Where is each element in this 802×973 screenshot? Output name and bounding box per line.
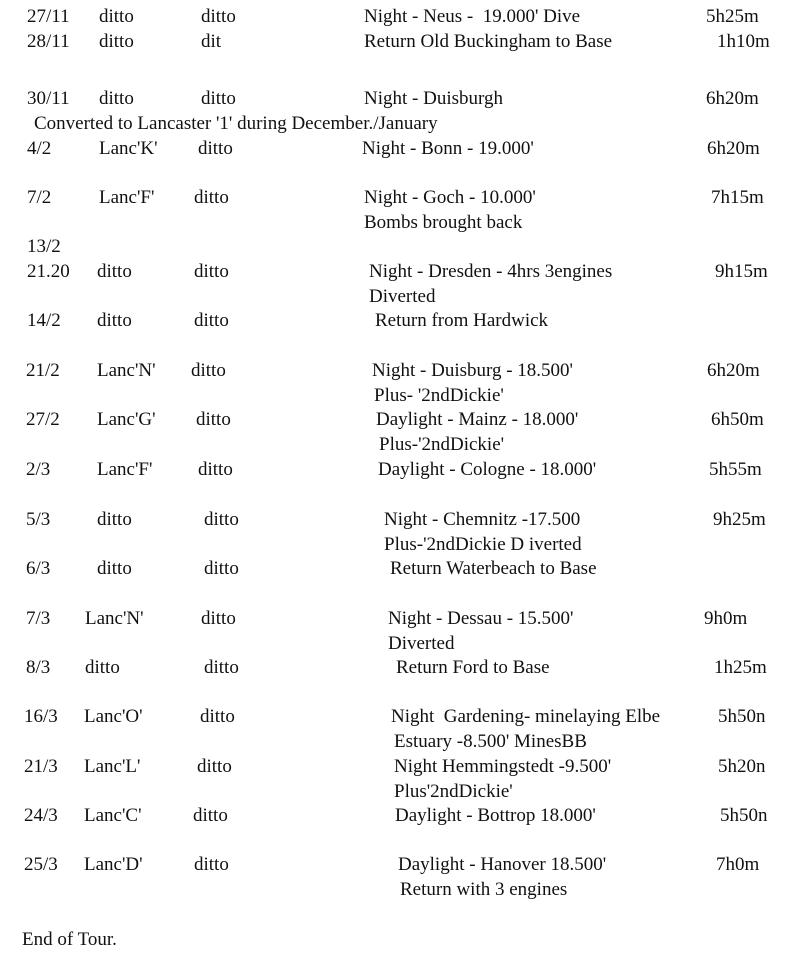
entry-details-continued: Diverted xyxy=(369,286,436,307)
entry-duration: 1h10m xyxy=(717,31,770,52)
entry-crew: ditto xyxy=(194,854,229,875)
entry-details: Night - Goch - 10.000' xyxy=(364,187,536,208)
entry-crew: ditto xyxy=(198,459,233,480)
entry-aircraft: ditto xyxy=(97,310,132,331)
entry-aircraft: Lanc'F' xyxy=(97,459,153,480)
entry-details: Night Gardening- minelaying Elbe xyxy=(391,706,661,727)
entry-aircraft: ditto xyxy=(99,88,134,109)
entry-crew: ditto xyxy=(201,608,236,629)
entry-crew: ditto xyxy=(201,6,236,27)
entry-details: Daylight - Hanover 18.500' xyxy=(398,854,607,875)
entry-crew: ditto xyxy=(204,558,239,579)
entry-details: Return from Hardwick xyxy=(375,310,549,331)
entry-duration: 5h20n xyxy=(718,756,766,777)
entry-crew: ditto xyxy=(200,706,235,727)
entry-date: 27/11 xyxy=(27,6,70,27)
entry-aircraft: ditto xyxy=(99,31,134,52)
entry-details: Daylight - Cologne - 18.000' xyxy=(378,459,597,480)
entry-duration: 9h25m xyxy=(713,509,766,530)
entry-crew: ditto xyxy=(196,409,231,430)
entry-date: 13/2 xyxy=(27,236,61,257)
entry-aircraft: Lanc'L' xyxy=(84,756,141,777)
entry-aircraft: ditto xyxy=(97,261,132,282)
entry-aircraft: Lanc'G' xyxy=(97,409,156,430)
entry-crew: ditto xyxy=(194,187,229,208)
entry-date: 24/3 xyxy=(24,805,58,826)
entry-aircraft: Lanc'K' xyxy=(99,138,158,159)
entry-details: Return Ford to Base xyxy=(396,657,550,678)
entry-details: Night - Duisburg - 18.500' xyxy=(372,360,573,381)
entry-crew: ditto xyxy=(204,657,239,678)
entry-details: Night - Neus - 19.000' Dive xyxy=(364,6,581,27)
entry-aircraft: Lanc'O' xyxy=(84,706,143,727)
entry-aircraft: Lanc'F' xyxy=(99,187,155,208)
entry-details: Night Hemmingstedt -9.500' xyxy=(394,756,612,777)
entry-time: 21.20 xyxy=(27,261,70,282)
entry-duration: 5h50n xyxy=(718,706,766,727)
entry-date: 2/3 xyxy=(26,459,51,480)
entry-duration: 5h50n xyxy=(720,805,768,826)
entry-details-continued: Plus'2ndDickie' xyxy=(394,781,513,802)
entry-details-continued: Diverted xyxy=(388,633,455,654)
entry-date: 28/11 xyxy=(27,31,70,52)
entry-details-continued: Plus-'2ndDickie' xyxy=(379,434,505,455)
entry-date: 16/3 xyxy=(24,706,58,727)
entry-details-continued: Plus-'2ndDickie D iverted xyxy=(384,534,582,555)
entry-date: 5/3 xyxy=(26,509,51,530)
entry-date: 21/3 xyxy=(24,756,58,777)
entry-details-continued: Bombs brought back xyxy=(364,212,523,233)
entry-duration: 6h50m xyxy=(711,409,764,430)
entry-aircraft: Lanc'C' xyxy=(84,805,142,826)
entry-date: 8/3 xyxy=(26,657,51,678)
entry-duration: 7h15m xyxy=(711,187,764,208)
entry-details-continued: Estuary -8.500' MinesBB xyxy=(394,731,587,752)
entry-aircraft: ditto xyxy=(99,6,134,27)
entry-date: 7/3 xyxy=(26,608,51,629)
entry-date: 4/2 xyxy=(27,138,52,159)
entry-duration: 1h25m xyxy=(714,657,767,678)
entry-duration: 6h20m xyxy=(707,138,760,159)
entry-aircraft: Lanc'D' xyxy=(84,854,143,875)
entry-duration: 5h25m xyxy=(706,6,759,27)
entry-details: Night - Chemnitz -17.500 xyxy=(384,509,581,530)
entry-details-continued: Plus- '2ndDickie' xyxy=(374,385,504,406)
entry-crew: ditto xyxy=(193,805,228,826)
entry-aircraft: Lanc'N' xyxy=(85,608,144,629)
end-of-tour-note: End of Tour. xyxy=(22,929,117,950)
entry-duration: 7h0m xyxy=(716,854,760,875)
entry-crew: ditto xyxy=(191,360,226,381)
entry-date: 27/2 xyxy=(26,409,60,430)
entry-details-continued: Return with 3 engines xyxy=(400,879,568,900)
entry-duration: 5h55m xyxy=(709,459,762,480)
entry-date: 14/2 xyxy=(27,310,61,331)
entry-aircraft: Lanc'N' xyxy=(97,360,156,381)
entry-details: Night - Duisburgh xyxy=(364,88,503,109)
entry-crew: ditto xyxy=(198,138,233,159)
entry-details: Return Waterbeach to Base xyxy=(390,558,597,579)
entry-crew: ditto xyxy=(201,88,236,109)
entry-date: 30/11 xyxy=(27,88,70,109)
entry-date: 7/2 xyxy=(27,187,52,208)
entry-date: 6/3 xyxy=(26,558,51,579)
entry-duration: 6h20m xyxy=(707,360,760,381)
entry-aircraft: ditto xyxy=(97,558,132,579)
entry-details: Night - Dresden - 4hrs 3engines xyxy=(369,261,613,282)
entry-crew: ditto xyxy=(194,310,229,331)
entry-aircraft: ditto xyxy=(85,657,120,678)
entry-details: Daylight - Mainz - 18.000' xyxy=(376,409,579,430)
entry-duration: 9h15m xyxy=(715,261,768,282)
entry-details: Return Old Buckingham to Base xyxy=(364,31,613,52)
entry-aircraft: ditto xyxy=(97,509,132,530)
entry-date: 25/3 xyxy=(24,854,58,875)
entry-duration: 9h0m xyxy=(704,608,748,629)
conversion-note: Converted to Lancaster '1' during December./January xyxy=(34,113,438,134)
entry-details: Night - Bonn - 19.000' xyxy=(362,138,534,159)
entry-date: 21/2 xyxy=(26,360,60,381)
entry-details: Daylight - Bottrop 18.000' xyxy=(395,805,596,826)
entry-crew: ditto xyxy=(197,756,232,777)
entry-crew: ditto xyxy=(194,261,229,282)
entry-details: Night - Dessau - 15.500' xyxy=(388,608,574,629)
entry-crew: ditto xyxy=(204,509,239,530)
entry-crew: dit xyxy=(201,31,222,52)
entry-duration: 6h20m xyxy=(706,88,759,109)
